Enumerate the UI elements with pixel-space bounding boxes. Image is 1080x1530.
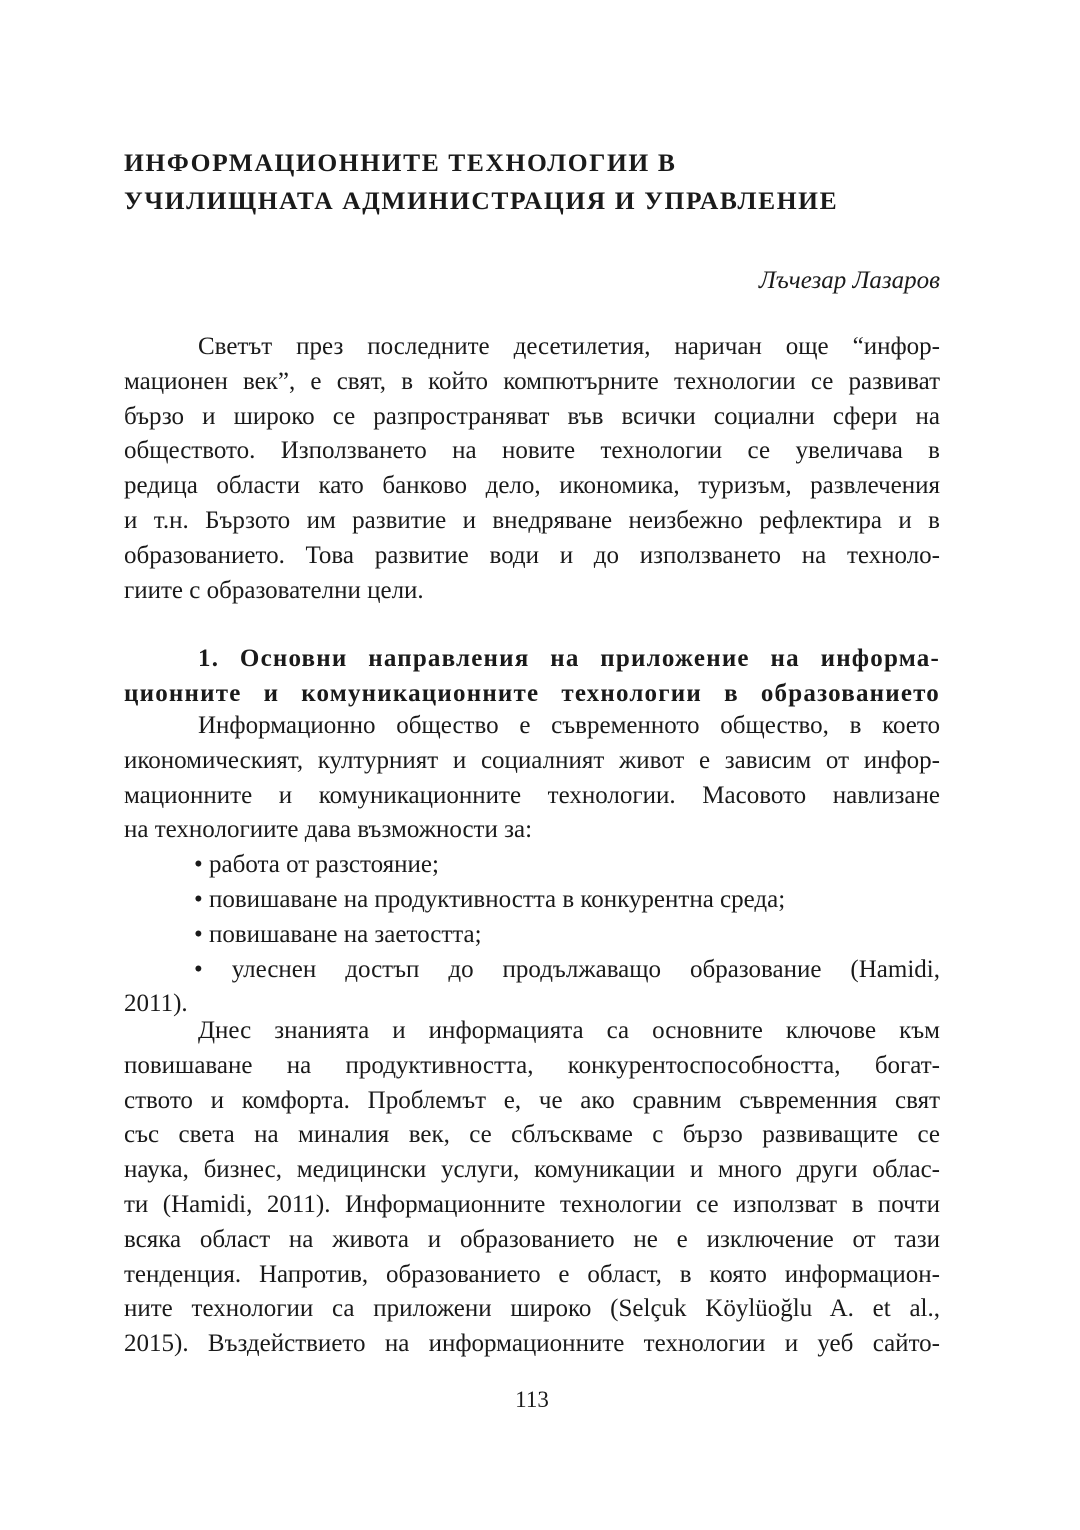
heading-line: 1. Основни направления на приложение на информа- <box>198 645 940 672</box>
text-line: всяка област на живота и образованието не е изключение от тази <box>124 1225 940 1253</box>
text-line: икономическият, културният и социалният живот е зависим от инфор- <box>124 746 940 774</box>
document-page <box>124 0 940 1530</box>
article-author: Лъчезар Лазаров <box>758 267 940 294</box>
text-line: ните технологии са приложени широко (Selçuk Köylüoğlu A. et al., <box>124 1295 940 1323</box>
text-line: тенденция. Напротив, образованието е област, в която информацион- <box>124 1260 940 1288</box>
text-line: Днес знанията и информацията са основните ключове към <box>198 1017 940 1044</box>
paragraph-knowledge <box>124 1014 940 1362</box>
title-line: УЧИЛИЩНАТА АДМИНИСТРАЦИЯ И УПРАВЛЕНИЕ <box>124 186 839 215</box>
bullet-item: • повишаване на заетостта; <box>194 920 482 948</box>
text-line: Светът през последните десетилетия, наричан още “инфор- <box>198 333 940 360</box>
text-line: редица области като банково дело, икономика, туризъм, развлечения <box>124 472 940 500</box>
bullet-item-continuation: 2011). <box>124 990 188 1018</box>
text-line: 2015). Въздействието на информационните технологии и уеб сайто- <box>124 1330 940 1358</box>
text-line: бързо и широко се разпространяват във всички социални сфери на <box>124 402 940 430</box>
page-number: 113 <box>515 1387 549 1412</box>
paragraph-information-society <box>124 709 940 1022</box>
title-line: ИНФОРМАЦИОННИТЕ ТЕХНОЛОГИИ В <box>124 148 677 177</box>
paragraph-intro <box>124 330 940 608</box>
text-line: повишаване на продуктивността, конкурентоспособността, богат- <box>124 1051 940 1079</box>
text-line: ти (Hamidi, 2011). Информационните технологии се използват в почти <box>124 1190 940 1218</box>
section-heading <box>124 642 940 712</box>
bullet-item: • повишаване на продуктивността в конкурентна среда; <box>194 885 786 913</box>
text-line: и т.н. Бързото им развитие и внедряване неизбежно рефлектира и в <box>124 506 940 534</box>
text-line: обществото. Използването на новите технологии се увеличава в <box>124 437 940 465</box>
bullet-item: • работа от разстояние; <box>194 851 439 879</box>
text-line: гиите с образователни цели. <box>124 576 424 604</box>
text-line: Информационно общество е съвременното общество, в което <box>198 712 940 739</box>
article-title <box>124 144 940 220</box>
text-line: със света на миналия век, се сблъскваме с бързо развиващите се <box>124 1121 940 1149</box>
text-line: мационните и комуникационните технологии. Масовото навлизане <box>124 781 940 809</box>
text-line: мационен век”, е свят, в който компютърните технологии се развиват <box>124 367 940 395</box>
text-line: наука, бизнес, медицински услуги, комуникации и много други облас- <box>124 1156 940 1184</box>
text-line: на технологиите дава възможности за: <box>124 816 533 844</box>
text-line: образованието. Това развитие води и до използването на техноло- <box>124 541 940 569</box>
text-line: ството и комфорта. Проблемът е, че ако сравним съвременния свят <box>124 1086 940 1114</box>
bullet-item: • улеснен достъп до продължаващо образование (Hamidi, <box>194 955 940 983</box>
heading-line: ционните и комуникационните технологии в образованието <box>124 679 940 707</box>
